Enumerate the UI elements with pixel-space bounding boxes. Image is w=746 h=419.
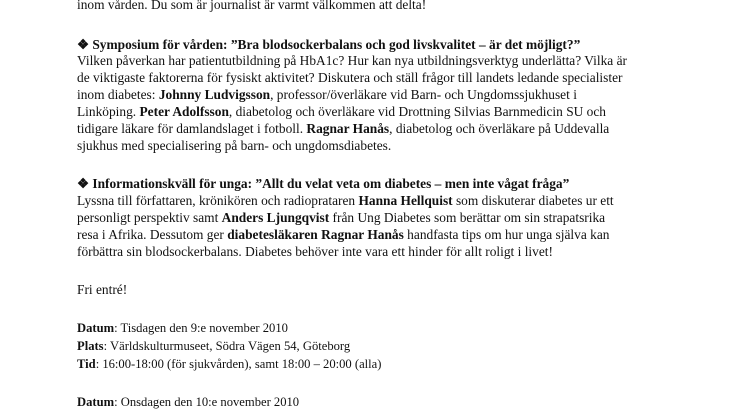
event2-date: Datum: Onsdagen den 10:e november 2010 <box>77 395 300 409</box>
free-entry: Fri entré! <box>77 282 128 297</box>
youth-line-2: personligt perspektiv samt Anders Ljungqvist från Ung Diabetes som berättar om sin strapatsrika <box>77 210 606 225</box>
symposium-heading-text: ❖ Symposium för vården: ”Bra blodsockerbalans och god livskvalitet – är det möjligt?” <box>77 37 581 52</box>
youth-line-4: förbättra sin blodsockerbalans. Diabetes behöver inte vara ett hinder för allt roligt i livet! <box>77 244 553 259</box>
symposium-line-3: inom diabetes: Johnny Ludvigsson, professor/överläkare vid Barn- och Ungdomssjukhuset i <box>77 87 577 102</box>
event1-place: Plats: Världskulturmuseet, Södra Vägen 54, Göteborg <box>77 339 351 353</box>
symposium-line-1: Vilken påverkan har patientutbildning på HbA1c? Hur kan nya utbildningsverktyg underlätta? Vilka är <box>77 53 627 68</box>
speaker-johnny-ludvigsson: Johnny Ludvigsson <box>158 87 271 102</box>
place-label: Plats <box>77 339 104 353</box>
youth-line-3: resa i Afrika. Dessutom ger diabetesläkaren Ragnar Hanås handfasta tips om hur unga själva kan <box>77 227 610 242</box>
symposium-line-6: sjukhus med specialisering på barn- och ungdomsdiabetes. <box>77 138 392 153</box>
host-hanna-hellquist: Hanna Hellquist <box>358 193 453 208</box>
date-label: Datum <box>77 321 115 335</box>
intro-text: inom vården. Du som är journalist är varmt välkommen att delta! <box>77 0 427 12</box>
symposium-line-4: Linköping. Peter Adolfsson, diabetolog och överläkare vid Drottning Silvias Barnmedicin SU och <box>77 104 606 119</box>
doctor-ragnar-hanas: diabetesläkaren Ragnar Hanås <box>227 227 404 242</box>
youth-heading-text: ❖ Informationskväll för unga: ”Allt du velat veta om diabetes – men inte vågat fråga” <box>77 176 570 191</box>
guest-anders-ljungqvist: Anders Ljungqvist <box>221 210 330 225</box>
youth-line-1: Lyssna till författaren, krönikören och radioprataren Hanna Hellquist som diskuterar diabetes ur ett <box>77 193 614 208</box>
speaker-ragnar-hanas: Ragnar Hanås <box>306 121 390 136</box>
symposium-line-5: tidigare läkare för damlandslaget i fotboll. Ragnar Hanås, diabetolog och överläkare på Uddevalla <box>77 121 610 136</box>
symposium-line-2: de viktigaste faktorerna för fysiskt aktivitet? Diskutera och ställ frågor till landets ledande specialister <box>77 70 623 85</box>
symposium-heading <box>77 37 580 53</box>
event1-date: Datum: Tisdagen den 9:e november 2010 <box>77 321 288 335</box>
speaker-peter-adolfsson: Peter Adolfsson <box>139 104 229 119</box>
event1-time: Tid: 16:00-18:00 (för sjukvården), samt 18:00 – 20:00 (alla) <box>77 357 382 371</box>
intro-paragraph-tail <box>77 0 426 13</box>
youth-heading <box>77 176 569 192</box>
date-label: Datum <box>77 395 115 409</box>
time-label: Tid <box>77 357 96 371</box>
